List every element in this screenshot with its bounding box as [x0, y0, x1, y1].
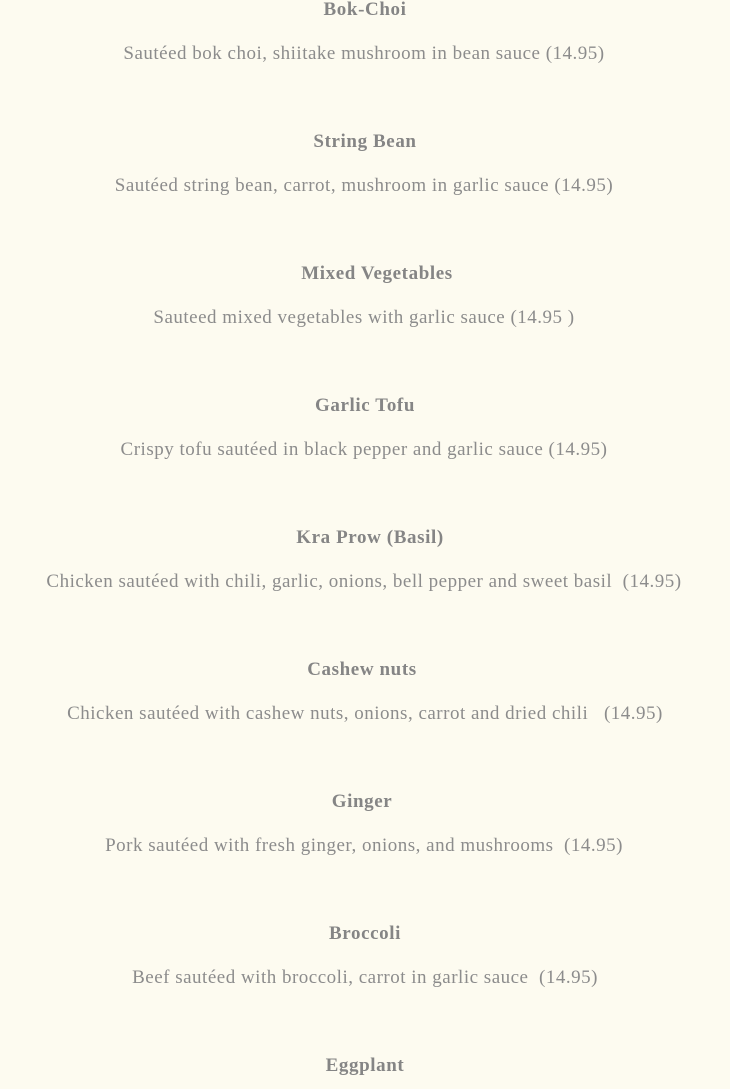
dish-description: Crispy tofu sautéed in black pepper and garlic sauce (14.95) — [120, 439, 608, 460]
dish-name: Mixed Vegetables — [301, 263, 453, 284]
dish-name: Broccoli — [329, 923, 401, 944]
dish-name: Kra Prow (Basil) — [296, 527, 444, 548]
dish-name: Eggplant — [325, 1055, 405, 1076]
dish-description: Chicken sautéed with chili, garlic, onions, bell pepper and sweet basil (14.95) — [46, 571, 682, 592]
dish-description: Chicken sautéed with cashew nuts, onions, carrot and dried chili (14.95) — [67, 703, 663, 724]
dish-name: Bok-Choi — [323, 0, 407, 20]
dish-description: Sauteed mixed vegetables with garlic sauce (14.95 ) — [153, 307, 575, 328]
dish-description: Beef sautéed with broccoli, carrot in garlic sauce (14.95) — [132, 967, 598, 988]
dish-name: Cashew nuts — [307, 659, 417, 680]
dish-name: Garlic Tofu — [314, 395, 416, 416]
dish-name: String Bean — [313, 131, 417, 152]
dish-description: Sautéed bok choi, shiitake mushroom in bean sauce (14.95) — [123, 43, 605, 64]
dish-description: Pork sautéed with fresh ginger, onions, and mushrooms (14.95) — [105, 835, 623, 856]
dish-description: Sautéed string bean, carrot, mushroom in garlic sauce (14.95) — [114, 175, 614, 196]
dish-name: Ginger — [331, 791, 393, 812]
